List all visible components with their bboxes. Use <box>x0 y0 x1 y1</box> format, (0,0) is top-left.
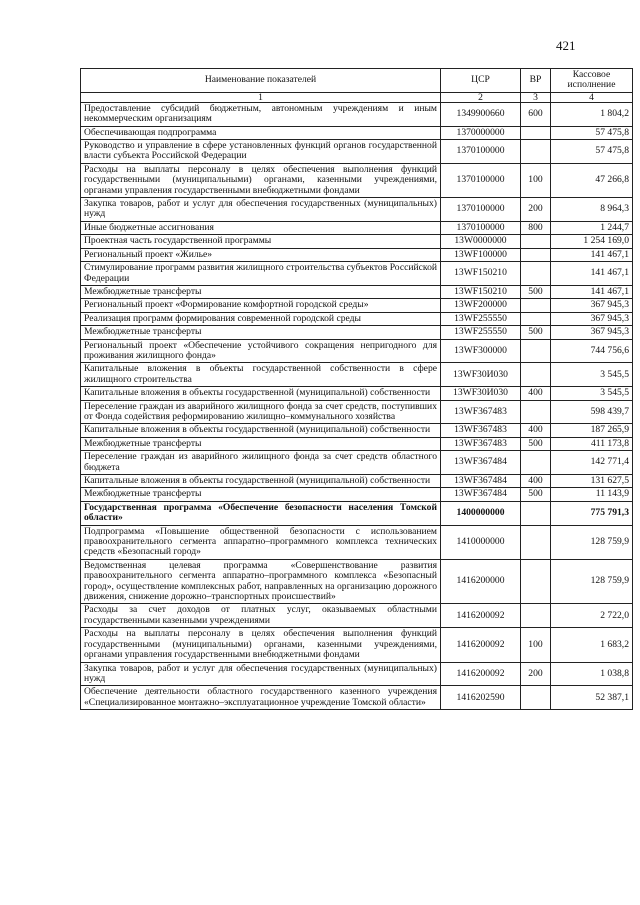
row-amount: 3 545,5 <box>551 387 633 400</box>
row-name: Региональный проект «Жилье» <box>81 248 441 261</box>
row-vr <box>521 248 551 261</box>
row-csr: 13W0000000 <box>441 235 521 248</box>
row-vr <box>521 686 551 710</box>
row-vr: 600 <box>521 102 551 126</box>
row-name: Расходы на выплаты персоналу в целях обеспечения выполнения функций государственными (муниципальными) органами, казенными учреждениями, органами управления государственными внебюджетными фондами <box>81 163 441 197</box>
row-csr: 1416200000 <box>441 559 521 604</box>
row-amount: 775 791,3 <box>551 501 633 525</box>
table-row <box>81 628 633 662</box>
row-vr: 100 <box>521 163 551 197</box>
table-row <box>81 400 633 424</box>
row-amount: 131 627,5 <box>551 475 633 488</box>
row-name: Закупка товаров, работ и услуг для обеспечения государственных (муниципальных) нужд <box>81 662 441 686</box>
row-name: Руководство и управление в сфере установленных функций органов государственной власти субъекта Российской Федерации <box>81 140 441 164</box>
row-name: Региональный проект «Обеспечение устойчивого сокращения непригодного для проживания жилищного фонда» <box>81 339 441 363</box>
row-csr: 13WF367483 <box>441 400 521 424</box>
table-row <box>81 285 633 298</box>
table-row <box>81 488 633 501</box>
table-row <box>81 559 633 604</box>
row-name: Межбюджетные трансферты <box>81 285 441 298</box>
table-row <box>81 326 633 339</box>
row-name: Межбюджетные трансферты <box>81 488 441 501</box>
row-amount: 1 804,2 <box>551 102 633 126</box>
table-row <box>81 475 633 488</box>
row-amount: 141 467,1 <box>551 248 633 261</box>
row-csr: 1416202590 <box>441 686 521 710</box>
row-csr: 13WF300000 <box>441 339 521 363</box>
row-name: Капитальные вложения в объекты государственной собственности в сфере жилищного строительства <box>81 363 441 387</box>
table-row <box>81 312 633 325</box>
row-vr: 800 <box>521 221 551 234</box>
row-amount: 1 254 169,0 <box>551 235 633 248</box>
row-csr: 13WF200000 <box>441 299 521 312</box>
column-number-row <box>81 92 633 102</box>
row-vr <box>521 363 551 387</box>
row-amount: 411 173,8 <box>551 437 633 450</box>
row-amount: 1 683,2 <box>551 628 633 662</box>
table-row <box>81 387 633 400</box>
header-amount: Кассовое исполнение <box>551 69 633 93</box>
row-vr <box>521 140 551 164</box>
row-amount: 141 467,1 <box>551 285 633 298</box>
row-name: Капитальные вложения в объекты государственной (муниципальной) собственности <box>81 475 441 488</box>
row-vr: 200 <box>521 662 551 686</box>
table-row <box>81 248 633 261</box>
row-vr: 500 <box>521 488 551 501</box>
row-vr <box>521 604 551 628</box>
row-csr: 1370000000 <box>441 126 521 139</box>
row-amount: 52 387,1 <box>551 686 633 710</box>
row-csr: 1416200092 <box>441 662 521 686</box>
row-name: Межбюджетные трансферты <box>81 326 441 339</box>
row-csr: 13WF367484 <box>441 451 521 475</box>
row-vr <box>521 339 551 363</box>
row-name: Расходы за счет доходов от платных услуг, оказываемых областными государственными казенными учреждениями <box>81 604 441 628</box>
row-csr: 13WF30И030 <box>441 387 521 400</box>
budget-execution-table <box>80 68 633 710</box>
row-amount: 1 038,8 <box>551 662 633 686</box>
row-amount: 128 759,9 <box>551 559 633 604</box>
row-name: Государственная программа «Обеспечение безопасности населения Томской области» <box>81 501 441 525</box>
row-vr <box>521 400 551 424</box>
header-vr: ВР <box>521 69 551 93</box>
row-csr: 13WF367483 <box>441 424 521 437</box>
row-vr <box>521 501 551 525</box>
row-vr: 400 <box>521 424 551 437</box>
table-row <box>81 126 633 139</box>
row-name: Проектная часть государственной программы <box>81 235 441 248</box>
row-amount: 1 244,7 <box>551 221 633 234</box>
row-csr: 13WF30И030 <box>441 363 521 387</box>
header-csr: ЦСР <box>441 69 521 93</box>
table-row <box>81 662 633 686</box>
table-row <box>81 525 633 559</box>
row-csr: 1370100000 <box>441 140 521 164</box>
row-vr <box>521 126 551 139</box>
table-row <box>81 235 633 248</box>
row-csr: 1370100000 <box>441 221 521 234</box>
row-amount: 3 545,5 <box>551 363 633 387</box>
row-amount: 128 759,9 <box>551 525 633 559</box>
row-amount: 57 475,8 <box>551 126 633 139</box>
column-number: 1 <box>81 92 441 102</box>
row-name: Капитальные вложения в объекты государственной (муниципальной) собственности <box>81 387 441 400</box>
row-vr: 400 <box>521 475 551 488</box>
row-vr: 100 <box>521 628 551 662</box>
row-csr: 1410000000 <box>441 525 521 559</box>
column-number: 4 <box>551 92 633 102</box>
row-vr <box>521 525 551 559</box>
row-csr: 1349900660 <box>441 102 521 126</box>
row-name: Реализация программ формирования современной городской среды <box>81 312 441 325</box>
table-row <box>81 604 633 628</box>
row-amount: 11 143,9 <box>551 488 633 501</box>
row-amount: 187 265,9 <box>551 424 633 437</box>
row-amount: 2 722,0 <box>551 604 633 628</box>
table-row <box>81 451 633 475</box>
row-amount: 141 467,1 <box>551 262 633 286</box>
table-row <box>81 501 633 525</box>
row-amount: 744 756,6 <box>551 339 633 363</box>
table-row <box>81 140 633 164</box>
row-name: Ведомственная целевая программа «Совершенствование развития правоохранительного сегмента аппаратно–программного комплекса «Безопасный город», осуществление комплексных работ, направленных на организацию дорожного движения, снижение дорожно–транспортных происшествий» <box>81 559 441 604</box>
row-vr <box>521 262 551 286</box>
row-vr: 500 <box>521 285 551 298</box>
row-csr: 13WF255550 <box>441 326 521 339</box>
header-row <box>81 69 633 93</box>
row-csr: 13WF367484 <box>441 475 521 488</box>
row-vr: 500 <box>521 326 551 339</box>
row-name: Переселение граждан из аварийного жилищного фонда за счет средств областного бюджета <box>81 451 441 475</box>
row-vr <box>521 559 551 604</box>
row-csr: 13WF255550 <box>441 312 521 325</box>
table-row <box>81 198 633 222</box>
row-amount: 367 945,3 <box>551 299 633 312</box>
row-name: Стимулирование программ развития жилищного строительства субъектов Российской Федерации <box>81 262 441 286</box>
row-name: Обеспечение деятельности областного государственного казенного учреждения «Специализированное монтажно–эксплуатационное учреждение Томской области» <box>81 686 441 710</box>
row-vr: 200 <box>521 198 551 222</box>
table-row <box>81 102 633 126</box>
table-row <box>81 163 633 197</box>
row-vr: 400 <box>521 387 551 400</box>
table-row <box>81 221 633 234</box>
table-row <box>81 686 633 710</box>
table-row <box>81 339 633 363</box>
row-name: Закупка товаров, работ и услуг для обеспечения государственных (муниципальных) нужд <box>81 198 441 222</box>
header-name: Наименование показателей <box>81 69 441 93</box>
table-body <box>81 102 633 709</box>
row-vr <box>521 312 551 325</box>
row-csr: 13WF367483 <box>441 437 521 450</box>
table-row <box>81 424 633 437</box>
row-csr: 1370100000 <box>441 163 521 197</box>
row-amount: 47 266,8 <box>551 163 633 197</box>
row-csr: 13WF150210 <box>441 262 521 286</box>
row-amount: 57 475,8 <box>551 140 633 164</box>
table-row <box>81 363 633 387</box>
row-name: Иные бюджетные ассигнования <box>81 221 441 234</box>
table-row <box>81 437 633 450</box>
row-csr: 13WF367484 <box>441 488 521 501</box>
row-name: Переселение граждан из аварийного жилищного фонда за счет средств, поступивших от Фонда содействия реформированию жилищно–коммунального хозяйства <box>81 400 441 424</box>
row-csr: 1416200092 <box>441 604 521 628</box>
page-number: 421 <box>556 38 576 53</box>
row-csr: 13WF100000 <box>441 248 521 261</box>
row-vr <box>521 235 551 248</box>
row-name: Предоставление субсидий бюджетным, автономным учреждениям и иным некоммерческим организациям <box>81 102 441 126</box>
row-csr: 1400000000 <box>441 501 521 525</box>
row-amount: 142 771,4 <box>551 451 633 475</box>
row-csr: 13WF150210 <box>441 285 521 298</box>
row-amount: 8 964,3 <box>551 198 633 222</box>
row-name: Расходы на выплаты персоналу в целях обеспечения выполнения функций государственными (муниципальными) органами, казенными учреждениями, органами управления государственными внебюджетными фондами <box>81 628 441 662</box>
table-row <box>81 262 633 286</box>
row-csr: 1416200092 <box>441 628 521 662</box>
row-name: Обеспечивающая подпрограмма <box>81 126 441 139</box>
row-name: Капитальные вложения в объекты государственной (муниципальной) собственности <box>81 424 441 437</box>
column-number: 3 <box>521 92 551 102</box>
column-number: 2 <box>441 92 521 102</box>
row-name: Региональный проект «Формирование комфортной городской среды» <box>81 299 441 312</box>
row-csr: 1370100000 <box>441 198 521 222</box>
row-amount: 367 945,3 <box>551 312 633 325</box>
row-amount: 598 439,7 <box>551 400 633 424</box>
row-name: Межбюджетные трансферты <box>81 437 441 450</box>
row-amount: 367 945,3 <box>551 326 633 339</box>
row-vr <box>521 451 551 475</box>
row-vr <box>521 299 551 312</box>
row-vr: 500 <box>521 437 551 450</box>
table-row <box>81 299 633 312</box>
row-name: Подпрограмма «Повышение общественной безопасности с использованием правоохранительного сегмента аппаратно–программного комплекса технических средств «Безопасный город» <box>81 525 441 559</box>
